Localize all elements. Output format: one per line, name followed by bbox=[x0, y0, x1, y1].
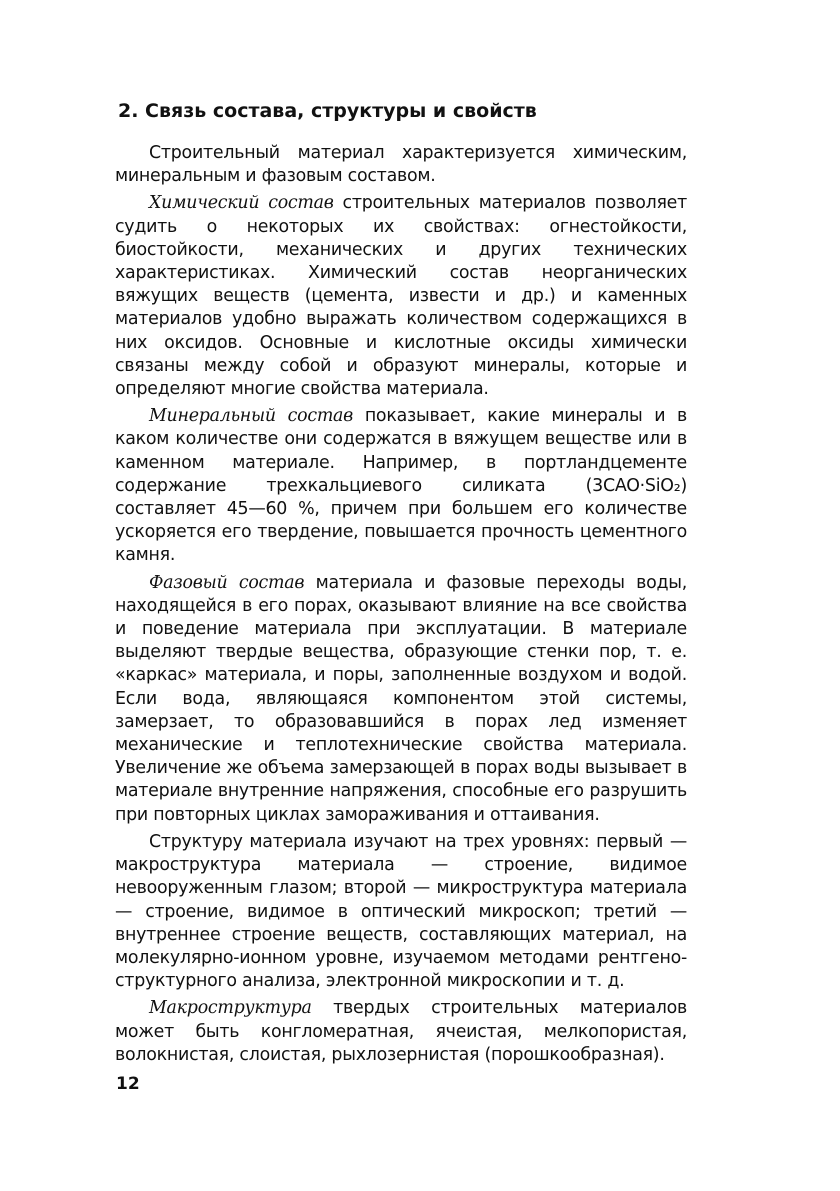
term-macrostructure: Макроструктура bbox=[149, 998, 312, 1019]
page-number: 12 bbox=[116, 1074, 140, 1094]
term-mineral-composition: Минеральный состав bbox=[149, 406, 354, 427]
body-text bbox=[115, 142, 687, 1067]
section-heading: 2. Связь состава, структуры и свойств bbox=[118, 100, 537, 122]
paragraph-mineral-composition: Минеральный состав показывает, какие минералы и в каком количестве они содержатся в вяжущем веществе или в каменном материале. Например, в портландцементе содержание трехкальциевого силиката (3CAO·SiO₂) составляет 45—60 %, причем при большем его количестве ускоряется его твердение, повышается прочность цементного камня. bbox=[115, 406, 687, 566]
paragraph-composition-intro: Строительный материал характеризуется химическим, минеральным и фазовым составом. bbox=[115, 143, 687, 187]
paragraph-macrostructure: Макроструктура твердых строительных материалов может быть конгломератная, ячеистая, мелкопористая, волокнистая, слоистая, рыхлозернистая (порошкообразная). bbox=[115, 998, 687, 1065]
term-chemical-composition: Химический состав bbox=[149, 193, 334, 214]
paragraph-chemical-composition: Химический состав строительных материалов позволяет судить о некоторых их свойствах: огнестойкости, биостойкости, механических и других технических характеристиках. Химический состав неорганических вяжущих веществ (цемента, извести и др.) и каменных материалов удобно выражать количеством содержащихся в них оксидов. Основные и кислотные оксиды химически связаны между собой и образуют минералы, которые и определяют многие свойства материала. bbox=[115, 193, 687, 400]
paragraph-structure-levels: Структуру материала изучают на трех уровнях: первый — макроструктура материала — строение, видимое невооруженным глазом; второй — микроструктура материала — строение, видимое в оптический микроскоп; третий — внутреннее строение веществ, составляющих материал, на молекулярно-ионном уровне, изучаемом методами рентгено-структурного анализа, электронной микроскопии и т. д. bbox=[115, 831, 687, 992]
paragraph-phase-composition: Фазовый состав материала и фазовые переходы воды, находящейся в его порах, оказывают влияние на все свойства и поведение материала при эксплуатации. В материале выделяют твердые вещества, образующие стенки пор, т. е. «каркас» материала, и поры, заполненные воздухом и водой. Если вода, являющаяся компонентом этой системы, замерзает, то образовавшийся в порах лед изменяет механические и теплотехнические свойства материала. Увеличение же объема замерзающей в порах воды вызывает в материале внутренние напряжения, способные его разрушить при повторных циклах замораживания и оттаивания. bbox=[115, 572, 687, 825]
term-phase-composition: Фазовый состав bbox=[149, 572, 305, 593]
